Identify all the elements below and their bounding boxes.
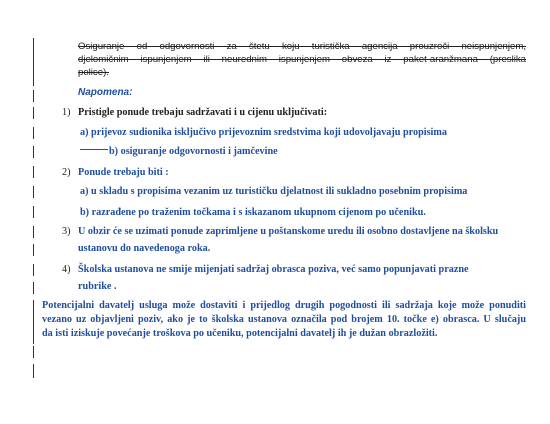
closing-paragraph-line: Potencijalni davatelj usluga može dostaviti i prijedlog drugih pogodnosti ili sadržaja koje može ponuditi [42, 300, 526, 311]
closing-paragraph-line: da isti iziskuje povećanje troškova po učeniku, potencijalni davatelj ih je dužan obrazložiti. [42, 328, 438, 339]
list-number: 4) [62, 264, 71, 275]
change-bar [33, 282, 34, 294]
change-bar [33, 226, 34, 238]
list-number: 2) [62, 167, 71, 178]
change-bar [33, 364, 34, 378]
change-bar [33, 90, 34, 102]
change-bar [33, 107, 34, 119]
list-item-text: Školska ustanova ne smije mijenjati sadržaj obrasca poziva, već samo popunjavati prazne [78, 264, 469, 275]
list-number: 1) [62, 107, 71, 118]
change-bar [33, 166, 34, 178]
change-bar [33, 206, 34, 218]
change-bar [33, 346, 34, 358]
sub-item-a: a) prijevoz sudionika isključivo prijevoznim sredstvima koji udovoljavaju propisima [80, 127, 447, 138]
napomena-heading: Napomena: [78, 87, 133, 98]
change-bar [33, 146, 34, 158]
change-bar [33, 38, 34, 86]
closing-paragraph-line: vezano uz objavljeni poziv, ako je to školska ustanova označila pod brojem 10. točke e) obrasca. U slučaju [42, 314, 526, 325]
sub-item-b: b) razrađene po traženim točkama i s iskazanom ukupnom cijenom po učeniku. [80, 207, 426, 218]
struck-text-line: Osiguranje od odgovornosti za štetu koju turistička agencija prouzroči neispunjenjem, [78, 41, 526, 52]
change-bar [33, 244, 34, 256]
struck-text-line: police). [78, 67, 109, 78]
change-bar [33, 264, 34, 276]
sub-item-a: a) u skladu s propisima vezanim uz turističku djelatnost ili sukladno posebnim propisima [80, 186, 468, 197]
struck-text-line: djelomičnim ispunjenjem ili neurednim ispunjenjem obveza iz paket-aranžmana (preslika [78, 54, 526, 65]
list-item-text: rubrike . [78, 281, 117, 292]
list-number: 3) [62, 226, 71, 237]
change-bar [33, 186, 34, 198]
change-bar [33, 300, 34, 344]
list-item-text: U obzir će se uzimati ponude zaprimljene u poštanskome uredu ili osobno dostavljene na školsku [78, 226, 499, 237]
list-item-text: Ponude trebaju biti : [78, 167, 169, 178]
tracked-change-dash [80, 149, 108, 150]
list-item-text: ustanovu do navedenoga roka. [78, 243, 211, 254]
change-bar [33, 127, 34, 139]
sub-item-b: b) osiguranje odgovornosti i jamčevine [80, 145, 278, 158]
list-item-text: Pristigle ponude trebaju sadržavati i u cijenu uključivati: [78, 107, 328, 118]
